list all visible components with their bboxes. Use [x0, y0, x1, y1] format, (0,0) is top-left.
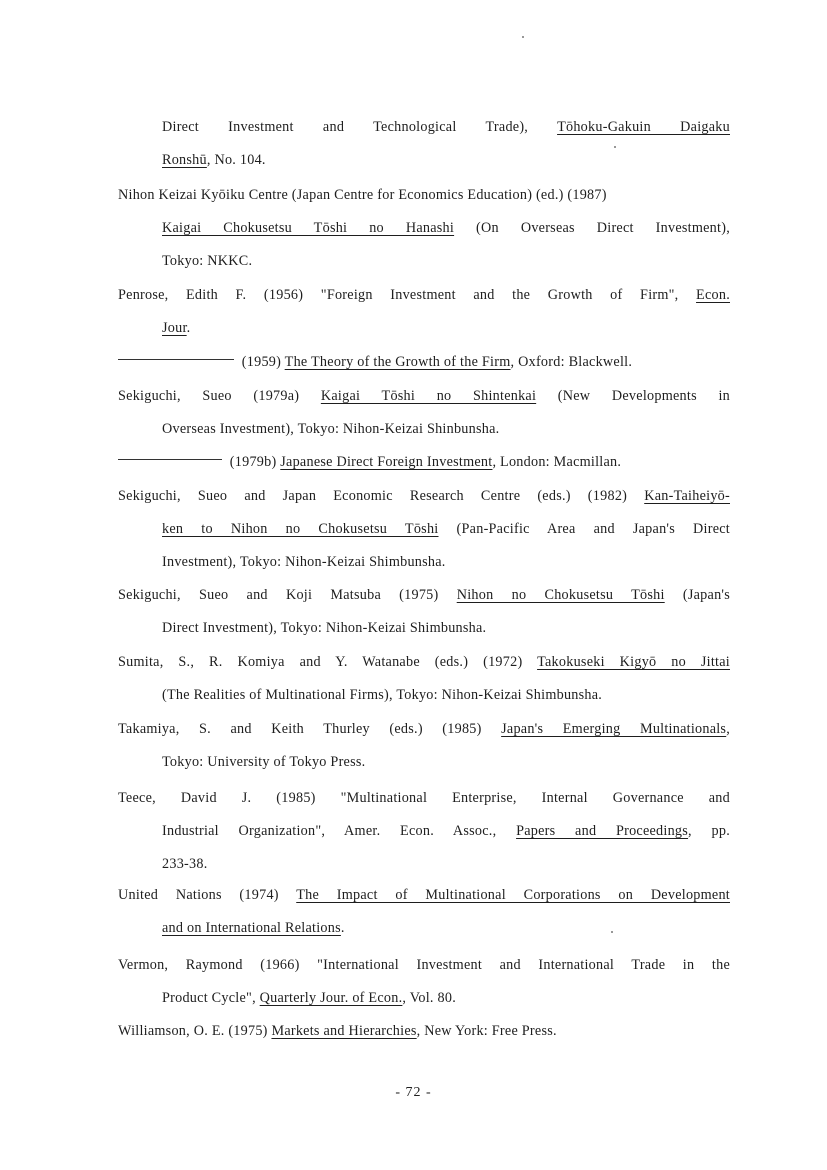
- reference-text: , Oxford: Blackwell.: [510, 354, 633, 370]
- reference-text: Direct Investment), Tokyo: Nihon-Keizai Shimbunsha.: [162, 620, 487, 636]
- reference-line: [118, 949, 730, 982]
- reference-title: The Theory of the Growth of the Firm: [284, 354, 511, 370]
- reference-text: (1959): [238, 354, 285, 370]
- reference-title: Jour: [162, 320, 187, 336]
- reference-line: [118, 848, 730, 881]
- reference-title: Takokuseki Kigyō no Jittai: [537, 654, 730, 670]
- reference-line: [118, 480, 730, 513]
- reference-title: Kan-Taiheiyō-: [644, 488, 730, 504]
- reference-line: [118, 746, 730, 779]
- reference-title: Papers and Proceedings: [516, 823, 689, 839]
- reference-text: Penrose, Edith F. (1956) "Foreign Investment and the Growth of Firm",: [118, 287, 697, 303]
- scan-speck: [522, 36, 524, 38]
- reference-line: [118, 111, 730, 144]
- reference-entry: [118, 446, 730, 479]
- reference-line: [118, 513, 730, 546]
- reference-text: United Nations (1974): [118, 887, 297, 903]
- reference-text: (On Overseas Direct Investment),: [454, 220, 730, 236]
- reference-title: The Impact of Multinational Corporations on Development: [296, 887, 730, 903]
- reference-line: [118, 912, 730, 945]
- reference-text: Overseas Investment), Tokyo: Nihon-Keizai Shinbunsha.: [162, 421, 500, 437]
- reference-line: [118, 612, 730, 645]
- reference-text: .: [340, 920, 345, 936]
- reference-line: [118, 312, 730, 345]
- reference-title: ken to Nihon no Chokusetsu Tōshi: [162, 521, 439, 537]
- reference-text: Williamson, O. E. (1975): [118, 1023, 272, 1039]
- scan-speck: [611, 931, 613, 933]
- reference-line: [118, 815, 730, 848]
- reference-text: Sekiguchi, Sueo and Japan Economic Research Centre (eds.) (1982): [118, 488, 645, 504]
- reference-entry: [118, 646, 730, 712]
- reference-text: (1979b): [226, 454, 281, 470]
- reference-line: [118, 546, 730, 579]
- reference-text: , No. 104.: [206, 152, 266, 168]
- reference-entry: [118, 480, 730, 579]
- ditto-dash: [118, 359, 234, 360]
- reference-entry: [118, 179, 730, 278]
- reference-line: [118, 212, 730, 245]
- reference-entry: [118, 579, 730, 645]
- reference-text: Nihon Keizai Kyōiku Centre (Japan Centre for Economics Education) (ed.) (1987): [118, 187, 607, 203]
- reference-title: Ronshū: [162, 152, 207, 168]
- reference-title: Econ.: [696, 287, 730, 303]
- reference-text: Sumita, S., R. Komiya and Y. Watanabe (eds.) (1972): [118, 654, 538, 670]
- reference-line: [118, 679, 730, 712]
- scan-speck: [614, 146, 616, 148]
- reference-text: (New Developments in: [536, 388, 730, 404]
- reference-text: Vermon, Raymond (1966) "International Investment and International Trade in the: [118, 957, 730, 973]
- reference-title: Quarterly Jour. of Econ.: [259, 990, 403, 1006]
- reference-entry: [118, 879, 730, 945]
- reference-text: , London: Macmillan.: [492, 454, 622, 470]
- reference-entry: [118, 346, 730, 379]
- reference-line: [118, 144, 730, 177]
- reference-line: [118, 1015, 730, 1048]
- reference-text: .: [186, 320, 191, 336]
- reference-line: [118, 380, 730, 413]
- reference-line: [118, 713, 730, 746]
- reference-line: [118, 982, 730, 1015]
- reference-line: [118, 879, 730, 912]
- reference-title: Markets and Hierarchies: [271, 1023, 417, 1039]
- reference-text: Teece, David J. (1985) "Multinational Enterprise, Internal Governance and: [118, 790, 730, 806]
- reference-line: [118, 179, 730, 212]
- reference-text: Product Cycle",: [162, 990, 260, 1006]
- reference-title: Nihon no Chokusetsu Tōshi: [456, 587, 665, 603]
- reference-title: Kaigai Tōshi no Shintenkai: [320, 388, 537, 404]
- reference-text: Industrial Organization", Amer. Econ. Assoc.,: [162, 823, 517, 839]
- reference-line: [118, 413, 730, 446]
- reference-text: Sekiguchi, Sueo and Koji Matsuba (1975): [118, 587, 457, 603]
- reference-entry: [118, 782, 730, 881]
- reference-line: [118, 346, 730, 379]
- reference-line: [118, 782, 730, 815]
- reference-text: ,: [726, 721, 731, 737]
- reference-text: (The Realities of Multinational Firms), Tokyo: Nihon-Keizai Shimbunsha.: [162, 687, 603, 703]
- reference-text: Tokyo: NKKC.: [162, 253, 253, 269]
- reference-entry: [118, 111, 730, 177]
- reference-text: , New York: Free Press.: [416, 1023, 557, 1039]
- reference-text: , Vol. 80.: [402, 990, 457, 1006]
- page-number: - 72 -: [395, 1085, 432, 1100]
- reference-title: Kaigai Chokusetsu Tōshi no Hanashi: [162, 220, 455, 236]
- reference-line: [118, 646, 730, 679]
- reference-entry: [118, 713, 730, 779]
- reference-text: Direct Investment and Technological Trade),: [162, 119, 558, 135]
- reference-title: and on International Relations: [162, 920, 341, 936]
- reference-text: Takamiya, S. and Keith Thurley (eds.) (1985): [118, 721, 502, 737]
- reference-entry: [118, 279, 730, 345]
- reference-text: Investment), Tokyo: Nihon-Keizai Shimbunsha.: [162, 554, 446, 570]
- reference-line: [118, 279, 730, 312]
- reference-title: Tōhoku-Gakuin Daigaku: [557, 119, 730, 135]
- reference-text: (Japan's: [664, 587, 730, 603]
- reference-title: Japan's Emerging Multinationals: [501, 721, 727, 737]
- reference-line: [118, 245, 730, 278]
- reference-entry: [118, 1015, 730, 1048]
- reference-title: Japanese Direct Foreign Investment: [280, 454, 493, 470]
- reference-line: [118, 579, 730, 612]
- reference-entry: [118, 949, 730, 1015]
- reference-line: [118, 446, 730, 479]
- reference-text: , pp.: [688, 823, 730, 839]
- reference-text: (Pan-Pacific Area and Japan's Direct: [438, 521, 731, 537]
- reference-text: Tokyo: University of Tokyo Press.: [162, 754, 366, 770]
- reference-text: 233-38.: [162, 856, 208, 872]
- ditto-dash: [118, 459, 222, 460]
- reference-entry: [118, 380, 730, 446]
- reference-text: Sekiguchi, Sueo (1979a): [118, 388, 321, 404]
